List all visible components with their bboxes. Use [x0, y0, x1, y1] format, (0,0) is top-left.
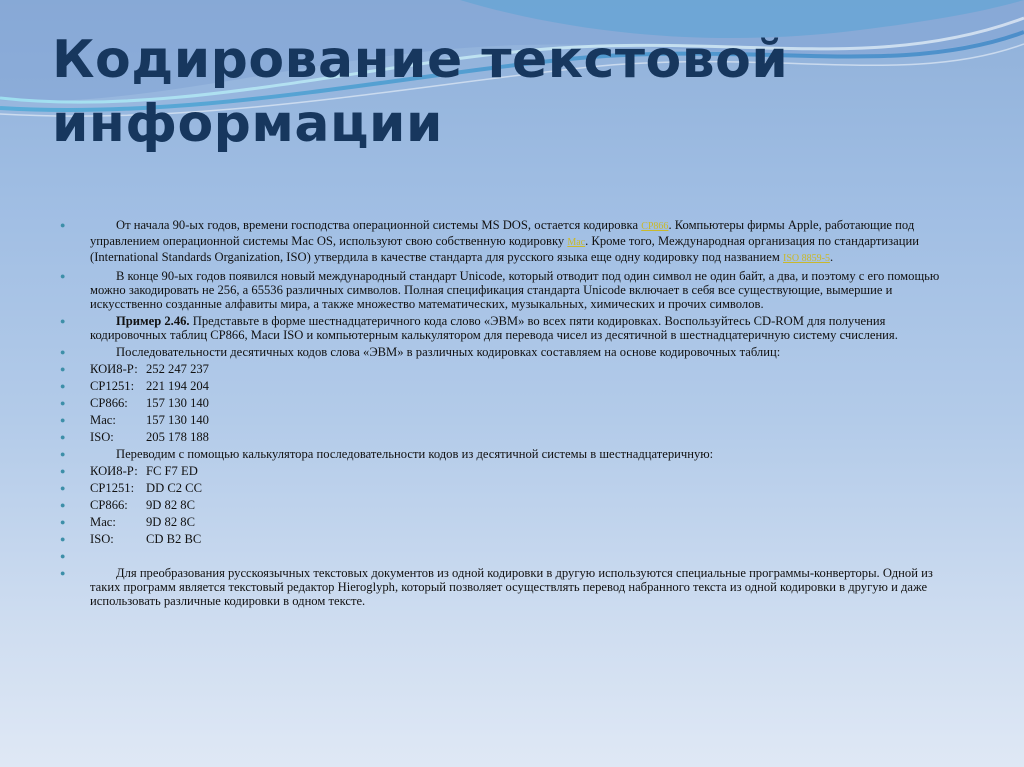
paragraph-text: От начала 90-ых годов, времени господства операционной системы MS DOS, остается кодировка [116, 218, 642, 232]
paragraph-text: Переводим с помощью калькулятора последовательности кодов из десятичной системы в шестнадцатеричную: [116, 447, 714, 461]
paragraph-decimal-intro [58, 345, 963, 359]
example-label: Пример 2.46. [116, 314, 190, 328]
code-label: Mac: [90, 515, 116, 529]
empty-bullet [58, 549, 963, 563]
bullet-icon: ● [60, 534, 66, 544]
link-mac[interactable]: Mac [567, 237, 586, 248]
paragraph-text: . Компьютеры фирмы Apple, работающие под управлением операционной системы Mac OS, используют свою собственную кодировку [90, 218, 915, 248]
bullet-icon: ● [60, 500, 66, 510]
code-value: 221 194 204 [146, 379, 209, 393]
paragraph-text: Последовательности десятичных кодов слова «ЭВМ» в различных кодировках составляем на основе кодировочных таблиц: [116, 345, 781, 359]
code-row-decimal [58, 430, 963, 444]
code-row-decimal [58, 362, 963, 376]
bullet-icon: ● [60, 568, 66, 578]
bullet-icon: ● [60, 316, 66, 326]
code-value: 9D 82 8C [146, 498, 195, 512]
code-row-decimal [58, 413, 963, 427]
code-value: 205 178 188 [146, 430, 209, 444]
paragraph-converters [58, 566, 963, 608]
code-label: СР1251: [90, 379, 135, 393]
paragraph-codepages [58, 218, 963, 266]
code-row-hex [58, 515, 963, 529]
code-value: 252 247 237 [146, 362, 209, 376]
bullet-icon: ● [60, 398, 66, 408]
code-label: СР866: [90, 498, 128, 512]
paragraph-text: В конце 90-ых годов появился новый международный стандарт Unicode, который отводит под один символ не один байт, а два, и поэтому с его помощью можно закодировать не 256, а 65536 различных символов. Полная спецификация стандарта Unicode включает в себя все существующие, вымершие и искусственно созданные алфавиты мира, а также множество математических, музыкальных, химических и прочих символов. [90, 269, 940, 311]
link-cp866[interactable]: CP866 [641, 221, 669, 232]
bullet-icon: ● [60, 271, 66, 281]
bullet-icon: ● [60, 347, 66, 357]
bullet-icon: ● [60, 449, 66, 459]
bullet-icon: ● [60, 364, 66, 374]
code-label: ISO: [90, 430, 114, 444]
slide-title: Кодирование текстовой информации [52, 30, 789, 154]
code-value: FC F7 ED [146, 464, 198, 478]
bullet-icon: ● [60, 381, 66, 391]
code-label: СР866: [90, 396, 128, 410]
paragraph-text: Представьте в форме шестнадцатеричного кода слово «ЭВМ» во всех пяти кодировках. Воспользуйтесь CD-ROM для получения кодировочных таблиц CP866, Маси ISO и компьютерным калькулятором для перевода чисел из десятичной в шестнадцатеричную систему счисления. [90, 314, 898, 342]
paragraph-text: . [829, 250, 834, 264]
bullet-icon: ● [60, 220, 66, 230]
code-label: Mac: [90, 413, 116, 427]
paragraph-unicode [58, 269, 963, 311]
code-label: КОИ8-Р: [90, 464, 138, 478]
slide-content [58, 218, 963, 611]
link-iso[interactable]: ISO 8859-5 [783, 253, 830, 264]
bullet-icon: ● [60, 483, 66, 493]
bullet-icon: ● [60, 551, 66, 561]
paragraph-text: Для преобразования русскоязычных текстовых документов из одной кодировки в другую используются специальные программы-конверторы. Одной из таких программ является текстовый редактор Hieroglyph, который позволяет осуществлять перевод набранного текста из одной кодировки в другую и даже использовать различные кодировки в одном тексте. [90, 566, 933, 608]
code-row-decimal [58, 379, 963, 393]
paragraph-text: . Кроме того, Международная организация по стандартизации (International Standards Organization, ISO) утвердила в качестве стандарта для русского языка еще одну кодировку под названием [90, 234, 919, 264]
code-label: СР1251: [90, 481, 135, 495]
bullet-icon: ● [60, 466, 66, 476]
paragraph-hex-intro [58, 447, 963, 461]
code-value: 157 130 140 [146, 413, 209, 427]
code-value: CD B2 BC [146, 532, 202, 546]
bullet-icon: ● [60, 432, 66, 442]
code-row-decimal [58, 396, 963, 410]
code-value: 9D 82 8C [146, 515, 195, 529]
code-value: DD C2 CC [146, 481, 202, 495]
bullet-icon: ● [60, 517, 66, 527]
code-label: КОИ8-Р: [90, 362, 138, 376]
code-row-hex [58, 481, 963, 495]
code-row-hex [58, 498, 963, 512]
code-label: ISO: [90, 532, 114, 546]
code-row-hex [58, 464, 963, 478]
bullet-icon: ● [60, 415, 66, 425]
code-row-hex [58, 532, 963, 546]
code-value: 157 130 140 [146, 396, 209, 410]
paragraph-example [58, 314, 963, 342]
